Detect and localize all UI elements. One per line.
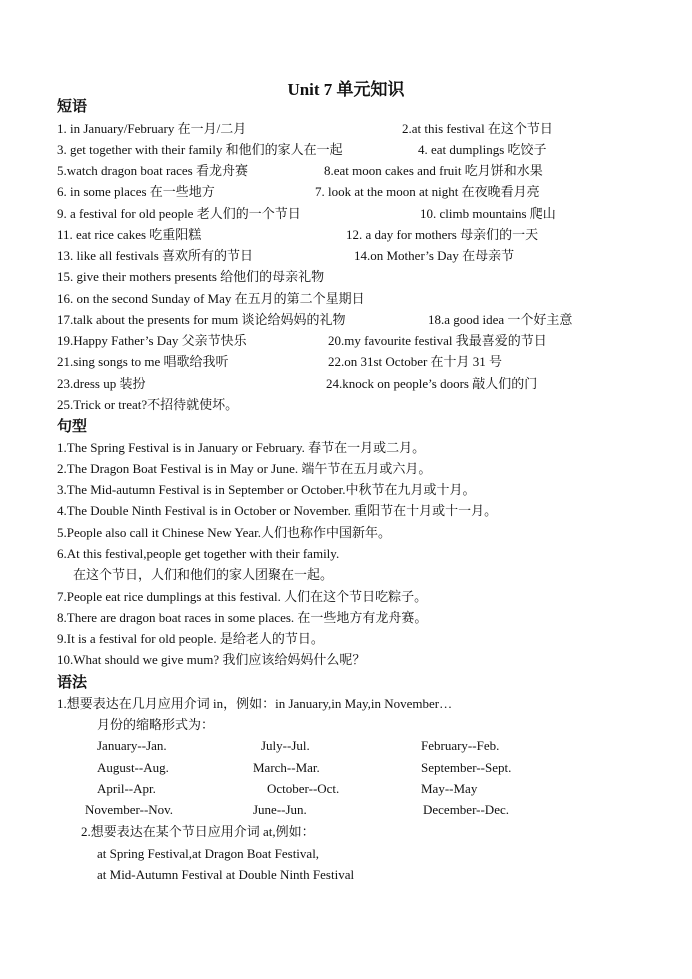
phrase-2: 2.at this festival 在这个节日 bbox=[402, 121, 553, 136]
month-abbr: January--Jan. bbox=[97, 738, 167, 753]
phrase-17: 17.talk about the presents for mum 谈论给妈妈的礼物 bbox=[57, 312, 346, 327]
phrase-14: 14.on Mother’s Day 在母亲节 bbox=[354, 248, 515, 263]
sentence-8: 8.There are dragon boat races in some places. 在一些地方有龙舟赛。 bbox=[57, 610, 428, 625]
phrase-5: 5.watch dragon boat races 看龙舟赛 bbox=[57, 163, 248, 178]
month-abbr: December--Dec. bbox=[423, 802, 509, 817]
phrase-19: 19.Happy Father’s Day 父亲节快乐 bbox=[57, 333, 247, 348]
sentence-3: 3.The Mid-autumn Festival is in September or October.中秋节在九月或十月。 bbox=[57, 482, 476, 497]
grammar-rule-2-example-a: at Spring Festival,at Dragon Boat Festival, bbox=[97, 846, 320, 861]
month-abbr: October--Oct. bbox=[267, 781, 340, 796]
phrase-20: 20.my favourite festival 我最喜爱的节日 bbox=[328, 333, 547, 348]
grammar-rule-1: 1.想要表达在几月应用介词 in，例如：in January,in May,in November… bbox=[57, 696, 453, 711]
sentence-5: 5.People also call it Chinese New Year.人们也称作中国新年。 bbox=[57, 525, 391, 540]
phrase-22: 22.on 31st October 在十月 31 号 bbox=[328, 354, 503, 369]
sentence-2: 2.The Dragon Boat Festival is in May or June. 端午节在五月或六月。 bbox=[57, 461, 432, 476]
phrase-13: 13. like all festivals 喜欢所有的节日 bbox=[57, 248, 254, 263]
phrase-1: 1. in January/February 在一月/二月 bbox=[57, 121, 247, 136]
grammar-rule-2: 2.想要表达在某个节日应用介词 at,例如： bbox=[81, 824, 315, 839]
phrase-12: 12. a day for mothers 母亲们的一天 bbox=[346, 227, 539, 242]
section-heading-phrases: 短语 bbox=[57, 99, 88, 115]
page-title: Unit 7 单元知识 bbox=[287, 80, 405, 99]
phrase-8: 8.eat moon cakes and fruit 吃月饼和水果 bbox=[324, 163, 543, 178]
phrase-16: 16. on the second Sunday of May 在五月的第二个星期日 bbox=[57, 291, 365, 306]
phrase-15: 15. give their mothers presents 给他们的母亲礼物 bbox=[57, 269, 325, 284]
sentence-1: 1.The Spring Festival is in January or February. 春节在一月或二月。 bbox=[57, 440, 426, 455]
section-heading-sentences: 句型 bbox=[57, 419, 88, 435]
phrase-11: 11. eat rice cakes 吃重阳糕 bbox=[57, 227, 202, 242]
grammar-rule-2-example-b: at Mid-Autumn Festival at Double Ninth Festival bbox=[97, 867, 355, 882]
month-abbr: April--Apr. bbox=[97, 781, 156, 796]
phrase-6: 6. in some places 在一些地方 bbox=[57, 184, 215, 199]
phrase-21: 21.sing songs to me 唱歌给我听 bbox=[57, 354, 229, 369]
month-abbr: July--Jul. bbox=[261, 738, 310, 753]
grammar-rule-1-abbr-intro: 月份的缩略形式为： bbox=[97, 717, 215, 732]
month-abbr: February--Feb. bbox=[421, 738, 500, 753]
phrase-23: 23.dress up 装扮 bbox=[57, 376, 146, 391]
phrase-25: 25.Trick or treat?不招待就使坏。 bbox=[57, 397, 239, 412]
phrase-10: 10. climb mountains 爬山 bbox=[420, 206, 556, 221]
sentence-6-translation: 在这个节日，人们和他们的家人团聚在一起。 bbox=[73, 567, 334, 582]
sentence-6: 6.At this festival,people get together with their family. bbox=[57, 546, 340, 561]
phrase-24: 24.knock on people’s doors 敲人们的门 bbox=[326, 376, 538, 391]
phrase-9: 9. a festival for old people 老人们的一个节日 bbox=[57, 206, 301, 221]
month-abbr: November--Nov. bbox=[85, 802, 174, 817]
sentence-7: 7.People eat rice dumplings at this festival. 人们在这个节日吃粽子。 bbox=[57, 589, 428, 604]
phrase-4: 4. eat dumplings 吃饺子 bbox=[418, 142, 547, 157]
month-abbr: May--May bbox=[421, 781, 478, 796]
month-abbr: September--Sept. bbox=[421, 760, 512, 775]
sentence-9: 9.It is a festival for old people. 是给老人的节日。 bbox=[57, 631, 324, 646]
phrase-3: 3. get together with their family 和他们的家人在一起 bbox=[57, 142, 343, 157]
phrase-7: 7. look at the moon at night 在夜晚看月亮 bbox=[315, 184, 540, 199]
month-abbr: March--Mar. bbox=[253, 760, 320, 775]
month-abbr: June--Jun. bbox=[253, 802, 307, 817]
sentence-4: 4.The Double Ninth Festival is in October or November. 重阳节在十月或十一月。 bbox=[57, 503, 498, 518]
section-heading-grammar: 语法 bbox=[57, 675, 88, 691]
month-abbr: August--Aug. bbox=[97, 760, 169, 775]
sentence-10: 10.What should we give mum? 我们应该给妈妈什么呢？ bbox=[57, 652, 366, 667]
phrase-18: 18.a good idea 一个好主意 bbox=[428, 312, 573, 327]
